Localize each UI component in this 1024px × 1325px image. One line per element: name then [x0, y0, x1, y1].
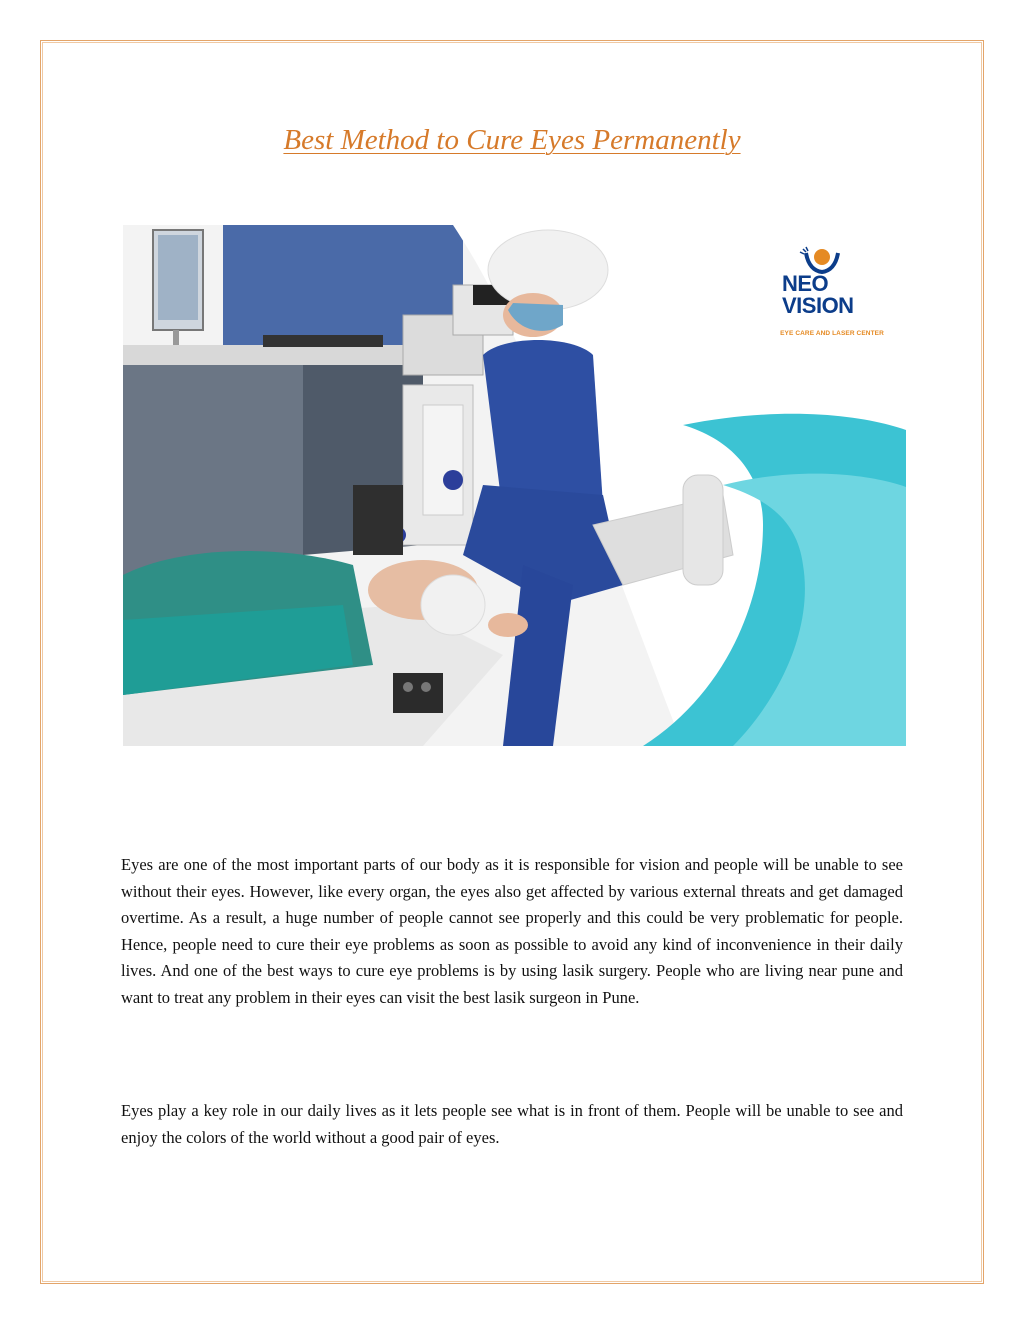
page-title: Best Method to Cure Eyes Permanently	[283, 124, 741, 156]
paragraph-2: Eyes play a key role in our daily lives as it lets people see what is in front of them. People will be unable to see and enjoy the colors of the world without a good pair of eyes.	[121, 1101, 903, 1147]
logo-neo-text: NEO	[782, 271, 829, 296]
control-knob	[443, 470, 463, 490]
logo-tagline: EYE CARE AND LASER CENTER	[780, 330, 884, 337]
keyboard	[263, 335, 383, 347]
control-box	[393, 673, 443, 713]
logo-vision-text: VISION	[782, 293, 854, 318]
paragraph-1: Eyes are one of the most important parts of our body as it is responsible for vision and people will be unable to see without their eyes. However, like every organ, the eyes also get affected by various external threats and get damaged overtime. As a result, a huge number of people cannot see properly and this could be very problematic for people. Hence, people need to cure their eye problems as soon as possible to avoid any kind of inconvenience in their daily lives. And one of the best ways to cure eye problems is by using lasik surgery. People who are living near pune and want to treat any problem in their eyes can visit the best lasik surgeon in Pune.	[121, 855, 903, 1007]
neo-vision-logo	[770, 245, 910, 345]
